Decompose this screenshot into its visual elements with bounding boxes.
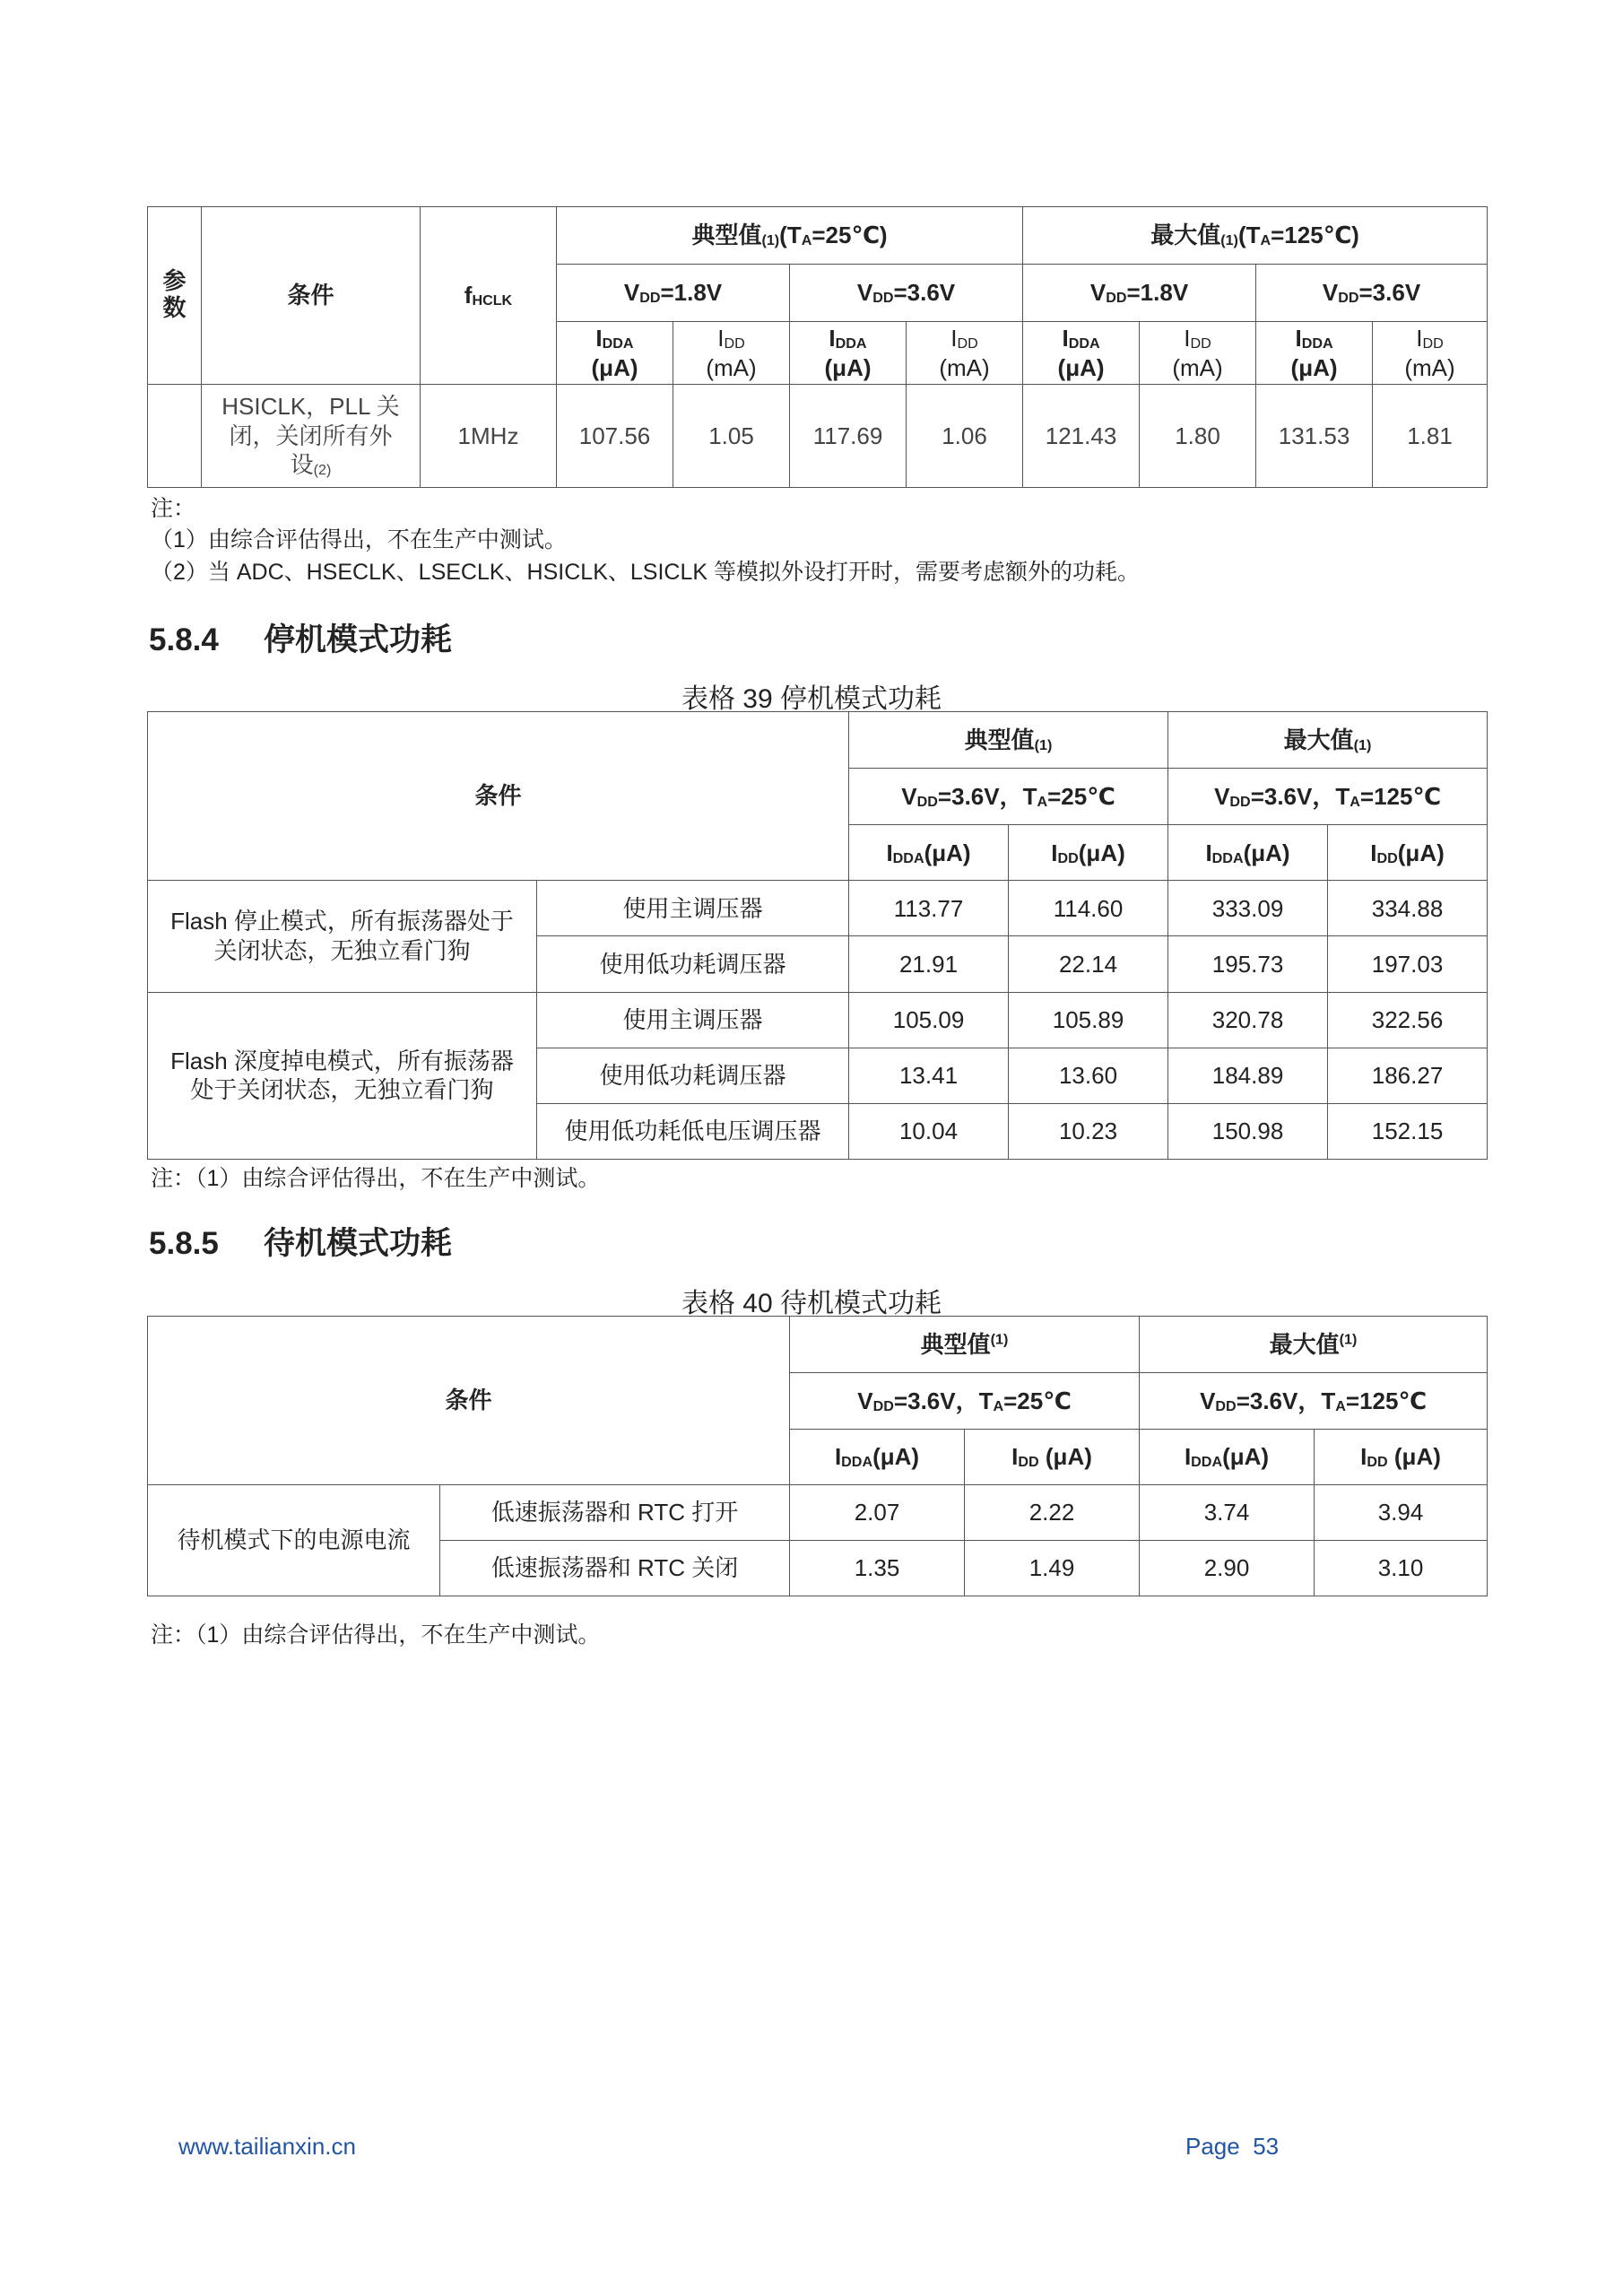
idd-header: $I_{DD}$ (mA) <box>907 322 1023 385</box>
value-cell: 2.90 <box>1140 1541 1315 1596</box>
max-header: 最大值$_{(1)}$ <box>1168 712 1488 769</box>
value-cell: 3.94 <box>1315 1485 1488 1541</box>
note-label: 注： <box>151 496 196 521</box>
stop-mode-table <box>147 711 1488 1160</box>
idd-header: $I_{DD}$ (mA) <box>673 322 790 385</box>
note-1: （1）由综合评估得出，不在生产中测试。 <box>151 527 567 552</box>
value-cell: 322.56 <box>1328 992 1488 1048</box>
typical-conditions: $V_{DD}=3.6V$，$T_A=25℃$ <box>790 1373 1140 1430</box>
table-row <box>148 992 1488 1048</box>
idd-header: $I_{DD}$ (μA) <box>965 1430 1140 1485</box>
section-heading: 5.8.4 停机模式功耗 <box>149 622 453 657</box>
sub-condition: 使用主调压器 <box>537 881 849 936</box>
value-cell: 13.41 <box>849 1048 1009 1103</box>
table-row <box>148 385 1488 488</box>
group-condition: Flash 深度掉电模式，所有振荡器处于关闭状态，无独立看门狗 <box>148 992 537 1159</box>
idd-header: $I_{DD}(\mu A)$ <box>1328 825 1488 881</box>
vdd-1v8-max: $V_{DD}=1.8V$ <box>1023 265 1256 322</box>
idda-header: $I_{DDA}$ (μA) <box>790 322 907 385</box>
group-condition: 待机模式下的电源电流 <box>148 1485 440 1596</box>
condition-header: 条件 <box>148 1317 790 1485</box>
value-cell: 3.10 <box>1315 1541 1488 1596</box>
max-header: 最大值$_{(1)}(T_A=125℃)$ <box>1023 207 1488 265</box>
condition-header: 条件 <box>202 207 421 385</box>
condition-header: 条件 <box>148 712 849 881</box>
typical-header: 典型值$_{(1)}$ <box>849 712 1168 769</box>
max-conditions: $V_{DD}=3.6V$，$T_A=125℃$ <box>1168 769 1488 825</box>
value-cell: 117.69 <box>790 385 907 488</box>
value-cell: 1.49 <box>965 1541 1140 1596</box>
value-cell: 105.09 <box>849 992 1009 1048</box>
sub-condition: 使用主调压器 <box>537 992 849 1048</box>
table-row <box>148 1485 1488 1541</box>
run-mode-table <box>147 206 1488 488</box>
value-cell: 107.56 <box>557 385 673 488</box>
idd-header: $I_{DD}$ (mA) <box>1140 322 1256 385</box>
idda-header: $I_{DDA}$ (μA) <box>1023 322 1140 385</box>
value-cell: 333.09 <box>1168 881 1328 936</box>
max-conditions: $V_{DD}=3.6V$，$T_A=125℃$ <box>1140 1373 1488 1430</box>
idda-header: $I_{DDA}(\mu A)$ <box>1168 825 1328 881</box>
condition-cell: HSICLK，PLL 关闭，关闭所有外设$_{(2)}$ <box>202 385 421 488</box>
idda-header: $I_{DDA}(\mu A)$ <box>790 1430 965 1485</box>
value-cell: 195.73 <box>1168 936 1328 992</box>
idd-header: $I_{DD}$ (mA) <box>1373 322 1488 385</box>
value-cell: 114.60 <box>1009 881 1168 936</box>
value-cell: 334.88 <box>1328 881 1488 936</box>
table-note: 注：（1）由综合评估得出，不在生产中测试。 <box>151 1166 601 1191</box>
value-cell: 1.06 <box>907 385 1023 488</box>
note-2: （2）当 ADC、HSECLK、LSECLK、HSICLK、LSICLK 等模拟外设打开时，需要考虑额外的功耗。 <box>151 560 1140 585</box>
value-cell: 131.53 <box>1256 385 1373 488</box>
value-cell: 121.43 <box>1023 385 1140 488</box>
value-cell: 1.81 <box>1373 385 1488 488</box>
value-cell: 105.89 <box>1009 992 1168 1048</box>
table-row <box>148 881 1488 936</box>
fhclk-header: $f_{HCLK}$ <box>421 207 557 385</box>
idda-header: $I_{DDA}(\mu A)$ <box>849 825 1009 881</box>
value-cell: 320.78 <box>1168 992 1328 1048</box>
value-cell: 1.35 <box>790 1541 965 1596</box>
table-note: 注：（1）由综合评估得出，不在生产中测试。 <box>151 1622 601 1648</box>
value-cell: 21.91 <box>849 936 1009 992</box>
website-link[interactable]: www.tailianxin.cn <box>178 2133 356 2160</box>
sub-condition: 低速振荡器和 RTC 打开 <box>440 1485 790 1541</box>
section-heading: 5.8.5 待机模式功耗 <box>149 1226 453 1261</box>
value-cell: 2.22 <box>965 1485 1140 1541</box>
idd-header: $I_{DD}(\mu A)$ <box>1009 825 1168 881</box>
value-cell: 152.15 <box>1328 1103 1488 1159</box>
table-caption: 表格 39 停机模式功耗 <box>681 684 942 714</box>
value-cell: 1.05 <box>673 385 790 488</box>
table-caption: 表格 40 待机模式功耗 <box>681 1289 942 1318</box>
value-cell: 186.27 <box>1328 1048 1488 1103</box>
param-header: 参数 <box>148 207 202 385</box>
value-cell: 184.89 <box>1168 1048 1328 1103</box>
typical-header: 典型值$^{(1)}$ <box>790 1317 1140 1373</box>
param-cell <box>148 385 202 488</box>
group-condition: Flash 停止模式，所有振荡器处于关闭状态，无独立看门狗 <box>148 881 537 992</box>
idda-header: $I_{DDA}$ (μA) <box>557 322 673 385</box>
vdd-3v6-max: $V_{DD}=3.6V$ <box>1256 265 1488 322</box>
value-cell: 2.07 <box>790 1485 965 1541</box>
value-cell: 1.80 <box>1140 385 1256 488</box>
value-cell: 150.98 <box>1168 1103 1328 1159</box>
frequency-cell: 1MHz <box>421 385 557 488</box>
idda-header: $I_{DDA}$ (μA) <box>1256 322 1373 385</box>
standby-mode-table <box>147 1316 1488 1596</box>
value-cell: 3.74 <box>1140 1485 1315 1541</box>
sub-condition: 使用低功耗调压器 <box>537 1048 849 1103</box>
typical-conditions: $V_{DD}=3.6V$，$T_A=25℃$ <box>849 769 1168 825</box>
vdd-3v6-typ: $V_{DD}=3.6V$ <box>790 265 1023 322</box>
value-cell: 22.14 <box>1009 936 1168 992</box>
value-cell: 113.77 <box>849 881 1009 936</box>
sub-condition: 低速振荡器和 RTC 关闭 <box>440 1541 790 1596</box>
idd-header: $I_{DD}$ (μA) <box>1315 1430 1488 1485</box>
value-cell: 197.03 <box>1328 936 1488 992</box>
max-header: 最大值$^{(1)}$ <box>1140 1317 1488 1373</box>
sub-condition: 使用低功耗调压器 <box>537 936 849 992</box>
sub-condition: 使用低功耗低电压调压器 <box>537 1103 849 1159</box>
idda-header: $I_{DDA}(\mu A)$ <box>1140 1430 1315 1485</box>
value-cell: 10.04 <box>849 1103 1009 1159</box>
value-cell: 10.23 <box>1009 1103 1168 1159</box>
vdd-1v8-typ: $V_{DD}=1.8V$ <box>557 265 790 322</box>
value-cell: 13.60 <box>1009 1048 1168 1103</box>
page-number: Page 53 <box>1185 2133 1280 2160</box>
typical-header: 典型值$_{(1)}(T_A=25℃)$ <box>557 207 1023 265</box>
